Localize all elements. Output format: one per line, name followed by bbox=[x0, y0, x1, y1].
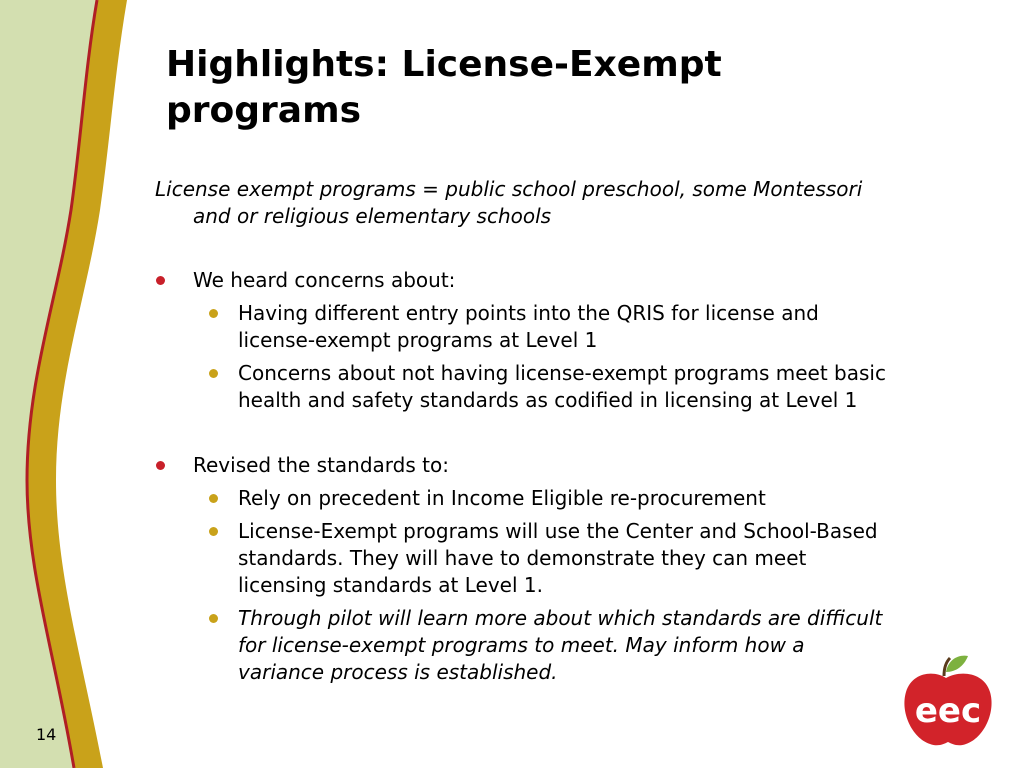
gold-bullet-icon bbox=[209, 309, 218, 318]
list-item-text: Concerns about not having license-exempt programs meet basic health and safety standards as codified in licensing at Level 1 bbox=[238, 361, 886, 412]
logo-text: eec bbox=[914, 691, 982, 731]
list-item bbox=[155, 518, 895, 599]
intro-text: License exempt programs = public school preschool, some Montessori and or religious elementary schools bbox=[155, 177, 863, 228]
eec-apple-logo-icon bbox=[898, 654, 998, 748]
list-item-text: Rely on precedent in Income Eligible re-procurement bbox=[238, 486, 766, 510]
gold-bullet-icon bbox=[209, 494, 218, 503]
gold-bullet-icon bbox=[209, 527, 218, 536]
list-item bbox=[155, 485, 895, 512]
slide-title: Highlights: License-Exempt programs bbox=[166, 44, 722, 131]
list-item bbox=[155, 300, 895, 354]
section-label: We heard concerns about: bbox=[193, 268, 456, 292]
slide-body bbox=[155, 176, 895, 692]
list-item-text: Through pilot will learn more about which standards are difficult for license-exempt programs to meet. May inform how a variance process is established. bbox=[238, 606, 883, 684]
red-bullet-icon bbox=[156, 461, 165, 470]
page-number: 14 bbox=[36, 725, 57, 744]
section-revisions bbox=[155, 452, 895, 479]
list-item-text: Having different entry points into the QRIS for license and license-exempt programs at Level 1 bbox=[238, 301, 819, 352]
spacer bbox=[155, 420, 895, 452]
list-item bbox=[155, 360, 895, 414]
left-decorative-band bbox=[0, 0, 140, 768]
gold-bullet-icon bbox=[209, 614, 218, 623]
red-bullet-icon bbox=[156, 276, 165, 285]
list-item-text: License-Exempt programs will use the Center and School-Based standards. They will have to demonstrate they can meet licensing standards at Level 1. bbox=[238, 519, 878, 597]
list-item bbox=[155, 605, 895, 686]
gold-bullet-icon bbox=[209, 369, 218, 378]
section-label: Revised the standards to: bbox=[193, 453, 449, 477]
section-concerns bbox=[155, 267, 895, 294]
